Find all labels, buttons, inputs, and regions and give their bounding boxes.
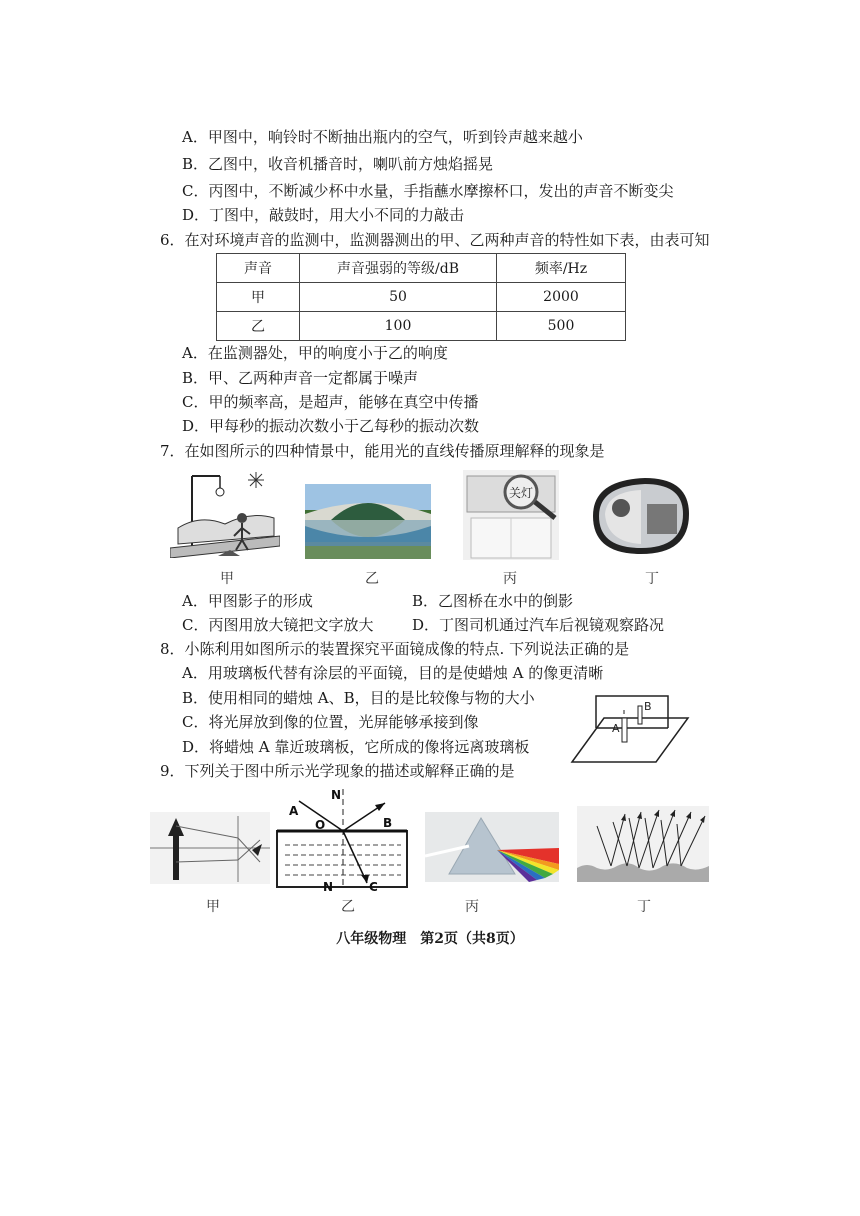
q8-figure-mirror-setup <box>568 692 692 766</box>
q7-caption-bing: 丙 <box>503 571 517 587</box>
q7-figure-shadow <box>170 466 280 558</box>
table-header: 声音 <box>217 254 300 283</box>
q9-caption-jia: 甲 <box>206 899 220 915</box>
q6-option-d: D．甲每秒的振动次数小于乙每秒的振动次数 <box>182 417 480 435</box>
q5-option-c: C．丙图中，不断减少杯中水量，手指蘸水摩擦杯口，发出的声音不断变尖 <box>182 182 674 200</box>
table-cell: 50 <box>300 283 497 312</box>
q8-option-b: B．使用相同的蜡烛 A、B，目的是比较像与物的大小 <box>182 689 535 707</box>
q8-option-c: C．将光屏放到像的位置，光屏能够承接到像 <box>182 713 479 731</box>
table-header: 频率/Hz <box>497 254 626 283</box>
q9-figure-refraction <box>275 787 409 891</box>
q7-figure-mirror <box>585 474 693 558</box>
q5-option-d: D．丁图中，敲鼓时，用大小不同的力敲击 <box>182 206 465 224</box>
table-row <box>217 283 626 312</box>
q8-stem: 8．小陈利用如图所示的装置探究平面镜成像的特点. 下列说法正确的是 <box>160 640 630 658</box>
q7-caption-ding: 丁 <box>645 571 659 587</box>
table-cell: 2000 <box>497 283 626 312</box>
q5-option-b: B．乙图中，收音机播音时，喇叭前方烛焰摇晃 <box>182 155 494 173</box>
q9-caption-ding: 丁 <box>637 899 651 915</box>
q9-stem: 9．下列关于图中所示光学现象的描述或解释正确的是 <box>160 762 515 780</box>
q6-option-b: B．甲、乙两种声音一定都属于噪声 <box>182 369 419 387</box>
q9-caption-yi: 乙 <box>341 899 355 915</box>
table-cell: 甲 <box>217 283 300 312</box>
q7-option-b: B．乙图桥在水中的倒影 <box>412 592 574 610</box>
q7-figure-magnifier <box>463 470 559 560</box>
candle-b-label: B <box>644 700 652 713</box>
q7-stem: 7．在如图所示的四种情景中，能用光的直线传播原理解释的现象是 <box>160 442 605 460</box>
label-c: C <box>369 880 378 891</box>
sound-table <box>216 253 626 341</box>
q8-option-a: A．用玻璃板代替有涂层的平面镜，目的是使蜡烛 A 的像更清晰 <box>182 664 604 682</box>
q9-figure-lens <box>150 812 270 884</box>
q6-option-c: C．甲的频率高，是超声，能够在真空中传播 <box>182 393 479 411</box>
label-a: A <box>289 804 299 818</box>
label-o: O <box>315 818 326 832</box>
q8-option-d: D．将蜡烛 A 靠近玻璃板，它所成的像将远离玻璃板 <box>182 738 530 756</box>
q7-caption-jia: 甲 <box>220 571 234 587</box>
label-n-top: N <box>331 788 342 802</box>
table-cell: 500 <box>497 312 626 341</box>
candle-a-label: A <box>612 722 620 735</box>
q7-option-d: D．丁图司机通过汽车后视镜观察路况 <box>412 616 665 634</box>
table-cell: 100 <box>300 312 497 341</box>
q7-caption-yi: 乙 <box>365 571 379 587</box>
table-header-row <box>217 254 626 283</box>
q6-option-a: A．在监测器处，甲的响度小于乙的响度 <box>182 344 448 362</box>
page-footer: 八年级物理 第2页（共8页） <box>336 931 524 947</box>
q7-option-a: A．甲图影子的形成 <box>182 592 313 610</box>
q7-option-c: C．丙图用放大镜把文字放大 <box>182 616 374 634</box>
table-row <box>217 312 626 341</box>
label-n-bottom: N <box>323 880 334 891</box>
label-b: B <box>383 816 393 830</box>
table-header: 声音强弱的等级/dB <box>300 254 497 283</box>
q9-caption-bing: 丙 <box>465 899 479 915</box>
q9-figure-prism <box>425 812 559 882</box>
table-cell: 乙 <box>217 312 300 341</box>
q9-figure-diffuse-reflection <box>577 806 709 882</box>
q5-option-a: A．甲图中，响铃时不断抽出瓶内的空气，听到铃声越来越小 <box>182 128 583 146</box>
q7-figure-bridge <box>305 484 431 559</box>
q6-stem: 6．在对环境声音的监测中，监测器测出的甲、乙两种声音的特性如下表，由表可知 <box>160 231 710 249</box>
sign-text: 关灯 <box>508 486 534 500</box>
